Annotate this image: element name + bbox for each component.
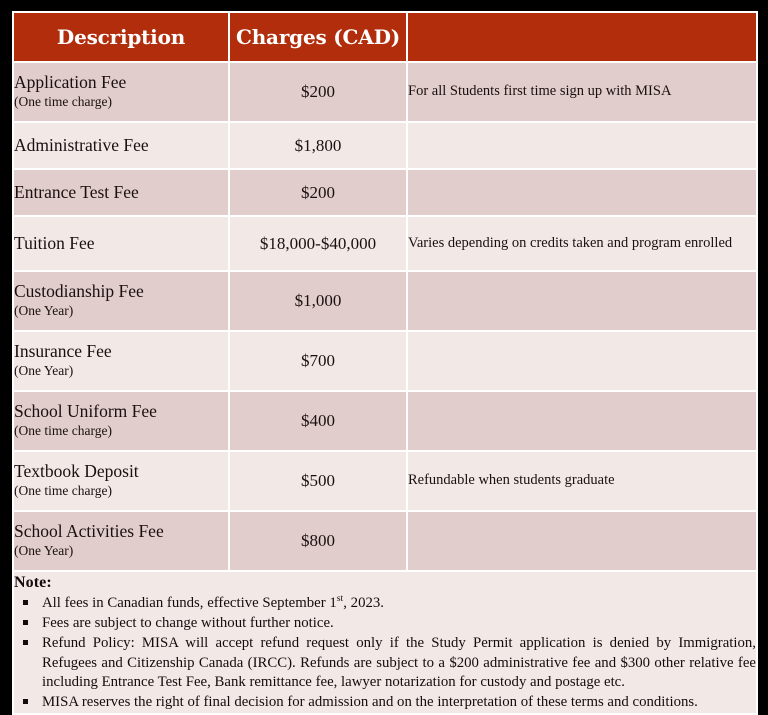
fee-name-sub: (One time charge) [14, 422, 112, 438]
note-item-text: MISA reserves the right of final decision for admission and on the interpretation of these terms and conditions. [42, 694, 698, 711]
fee-charge-cell: $1,000 [230, 272, 406, 330]
fee-schedule-table [12, 11, 758, 715]
note-row [14, 572, 756, 713]
fee-remark-cell: Varies depending on credits taken and program enrolled [408, 217, 756, 270]
fee-remark-cell [408, 392, 756, 450]
fee-name: School Activities Fee [14, 521, 164, 542]
fee-name: Insurance Fee [14, 341, 112, 362]
fee-name-cell [14, 452, 228, 510]
fee-name-cell [14, 63, 228, 121]
fee-remark-cell: For all Students first time sign up with MISA [408, 63, 756, 121]
fee-remark-cell [408, 170, 756, 215]
fee-charge-cell: $500 [230, 452, 406, 510]
fee-remark-cell: Refundable when students graduate [408, 452, 756, 510]
fee-name-sub: (One time charge) [14, 482, 112, 498]
fee-name: Application Fee [14, 72, 127, 93]
note-item [14, 693, 756, 713]
bullet-icon [23, 699, 28, 704]
fee-name-cell [14, 217, 228, 270]
fee-name-cell [14, 392, 228, 450]
note-item-text-prefix: All fees in Canadian funds, effective September 1 [42, 595, 337, 612]
table-body [14, 63, 756, 713]
fee-charge-cell: $200 [230, 170, 406, 215]
column-header-charges: Charges (CAD) [230, 13, 406, 61]
fee-name: Administrative Fee [14, 134, 149, 155]
ordinal-suffix: st [336, 593, 344, 605]
fee-remark-cell [408, 332, 756, 390]
note-list [14, 594, 756, 713]
fee-charge-cell: $400 [230, 392, 406, 450]
note-item [14, 614, 756, 634]
fee-name: Custodianship Fee [14, 281, 144, 302]
fee-table-container [12, 11, 756, 711]
table-row [14, 217, 756, 270]
fee-remark-cell [408, 272, 756, 330]
fee-name: Entrance Test Fee [14, 181, 139, 202]
table-row [14, 272, 756, 330]
table-row [14, 452, 756, 510]
fee-charge-cell: $800 [230, 512, 406, 570]
bullet-icon [23, 640, 28, 645]
table-row [14, 392, 756, 450]
bullet-icon [23, 620, 28, 625]
fee-name-cell [14, 332, 228, 390]
fee-remark-cell [408, 512, 756, 570]
fee-charge-cell: $18,000-$40,000 [230, 217, 406, 270]
fee-charge-cell: $700 [230, 332, 406, 390]
fee-name-cell [14, 512, 228, 570]
fee-name: School Uniform Fee [14, 401, 157, 422]
table-row [14, 63, 756, 121]
fee-name-sub: (One time charge) [14, 93, 112, 109]
bullet-icon [23, 600, 28, 605]
column-header-remarks [408, 13, 756, 61]
fee-name: Textbook Deposit [14, 461, 139, 482]
fee-charge-cell: $200 [230, 63, 406, 121]
fee-name-cell [14, 170, 228, 215]
table-row [14, 123, 756, 168]
fee-name: Tuition Fee [14, 232, 95, 253]
note-item [14, 594, 756, 614]
fee-charge-cell: $1,800 [230, 123, 406, 168]
note-title: Note: [14, 574, 52, 591]
fee-name-sub: (One Year) [14, 362, 74, 378]
table-row [14, 170, 756, 215]
fee-remark-cell [408, 123, 756, 168]
fee-name-sub: (One Year) [14, 542, 74, 558]
fee-name-cell [14, 272, 228, 330]
table-row [14, 512, 756, 570]
fee-name-sub: (One Year) [14, 302, 74, 318]
column-header-description: Description [14, 13, 228, 61]
note-item [14, 634, 756, 693]
table-header-row [14, 13, 756, 61]
fee-name-cell [14, 123, 228, 168]
note-item-text: Refund Policy: MISA will accept refund request only if the Study Permit application is denied by Immigration, Refugees and Citizenship Canada (IRCC). Refunds are subject to a $200 administrative fee and $300 other relative fee including Entrance Test Fee, Bank remittance fee, lawyer notarization for custody and postage etc. [42, 635, 756, 691]
table-header [14, 13, 756, 61]
note-item-text: Fees are subject to change without further notice. [42, 615, 334, 632]
table-row [14, 332, 756, 390]
note-section [14, 572, 756, 713]
note-item-text-suffix: , 2023. [343, 595, 384, 612]
